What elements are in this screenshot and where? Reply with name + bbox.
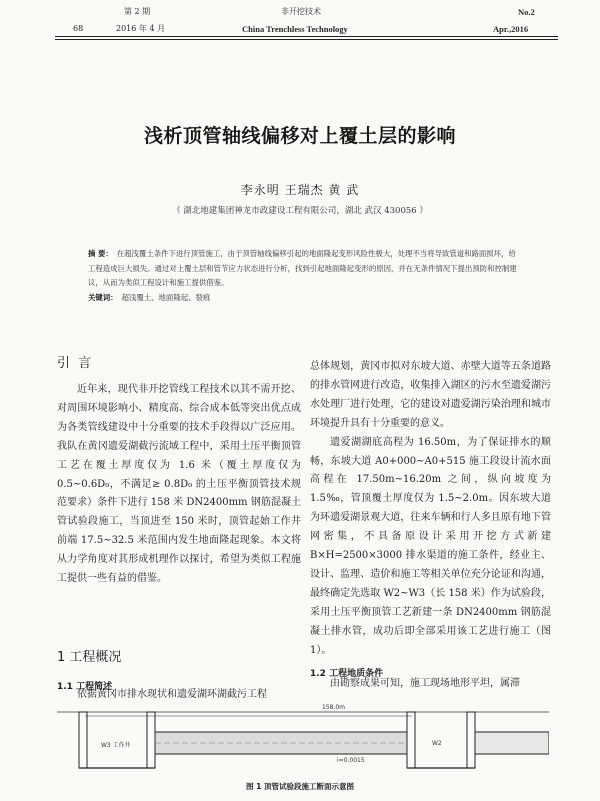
header-date-cn: 2016 年 4 月 <box>116 24 166 33</box>
right-para-1: 总体规划，黄冈市拟对东坡大道、赤壁大道等五条道路的排水管网进行改造，收集排入湖区的污水至遗爱湖污水处理厂进行处理，它的建设对遗爱湖污染治理和城市环境提升具有十分重要的意义。 <box>310 361 551 429</box>
abstract-body <box>88 247 520 291</box>
figure-well-w3-label: W3 工作井 <box>101 742 131 749</box>
figure-1-diagram <box>57 706 549 776</box>
header-journal-cn: 非开挖技术 <box>281 7 321 16</box>
subsection-1-2-line: 由勘察成果可知，施工现场地形平坦，属滞 <box>330 678 520 689</box>
article-authors: 李永明 王瑞杰 黄 武 <box>240 183 360 197</box>
keywords <box>88 291 520 306</box>
figure-well-w2-label: W2 <box>432 740 442 747</box>
subsection-1-1-line: 依据黄冈市排水现状和遗爱湖环湖截污工程 <box>77 689 267 700</box>
section1-heading: 1 工程概况 <box>57 650 122 665</box>
figure-1-caption: 图 1 顶管试验段施工断面示意图 <box>246 782 354 791</box>
figure-dimension-label: 158.0m <box>322 704 346 711</box>
downstream-pipe <box>475 732 549 754</box>
right-para-2: 遗爱湖湖底高程为 16.50m，为了保证排水的顺畅，东坡大道 A0+000~A0+515 施工段设计流水面高程在 17.50m~16.20m 之间，纵向坡度为 1.5‰，管顶覆土厚度仅为 1.5~2.0m。因东坡大道为环遗爱湖景观大道，往来车辆和行人多且原有地下管网密集，不具备原设计采用开挖方式新建 B×H=2500×3000 排水渠道的施工条件，经业主、设计、监理、造价和施工等相关单位充分论证和沟通，最终确定先选取 W2~W3（长 158 米）作为试验段，采用土压平衡顶管工艺新建一条 DN2400mm 钢筋混凝土排水管，成功后即全部采用该工艺进行施工（图 1）。 <box>310 436 551 656</box>
header-journal-en: China Trenchless Technology <box>242 24 348 34</box>
well-w3-left-wall <box>79 712 87 768</box>
article-affiliation: （ 湖北地建集团神龙市政建设工程有限公司，湖北 武汉 430056 ） <box>172 206 428 216</box>
abstract <box>88 247 520 305</box>
well-w2-left-wall <box>407 712 415 768</box>
keywords-text: 超浅覆土、地面隆起、裂痕 <box>121 292 211 302</box>
well-w3-right-wall <box>147 712 155 768</box>
subsection-1-2-heading: 1.2 工程地质条件 <box>310 669 384 679</box>
subsection-1-2-text <box>310 675 551 694</box>
well-w2-right-wall <box>467 712 475 768</box>
header-issue-no: No.2 <box>518 7 535 17</box>
header-rule <box>55 36 558 37</box>
header-date-en: Apr.,2016 <box>493 24 529 34</box>
header-rule-thin <box>55 39 558 40</box>
abstract-text: 在超浅覆土条件下进行顶管施工，由于顶管轴线偏移引起的地面隆起变形风险性极大，处理不当将导致管道和路面损坏，给工程造成巨大损失。通过对上覆土层和管节应力状态进行分析，找到引起地面隆起变形的原因，并在无条件情况下提出预防和控制建议，从而为类似工程设计和施工提供借鉴。 <box>88 249 517 288</box>
keywords-label: 关键词： <box>88 292 118 302</box>
subsection-1-1-text <box>57 686 301 705</box>
intro-paragraph: 近年来，现代非开挖管线工程技术以其不需开挖、对周围环境影响小、精度高、综合成本低等突出优点成为各类管线建设中十分重要的技术手段得以广泛应用。我队在黄冈遗爱湖截污流域工程中，采用土压平衡顶管工艺在覆土厚度仅为 1.6 米（覆土厚度仅为 0.5~0.6D₀，不满足≥ 0.8D₀ 的土压平衡顶管技术规范要求）条件下进行 158 米 DN2400mm 钢筋混凝土管试验段施工，当顶进至 150 米时，顶管起始工作井前端 17.5~32.5 米范围内发生地面隆起现象。本文将从力学角度对其形成机理作以探讨，希望为类似工程施工提供一些有益的借鉴。 <box>57 384 301 585</box>
figure-slope-label: i=0.0015 <box>337 757 365 764</box>
intro-text <box>57 381 301 589</box>
subsection-1-1-heading: 1.1 工程简述 <box>57 682 113 692</box>
figure-1 <box>57 706 549 776</box>
intro-heading: 引 言 <box>57 356 94 371</box>
right-column-text <box>310 358 551 661</box>
page-number: 68 <box>73 24 84 33</box>
article-title: 浅析顶管轴线偏移对上覆土层的影响 <box>143 125 456 147</box>
abstract-label: 摘 要： <box>88 249 113 258</box>
header-issue: 第 2 期 <box>124 7 151 16</box>
